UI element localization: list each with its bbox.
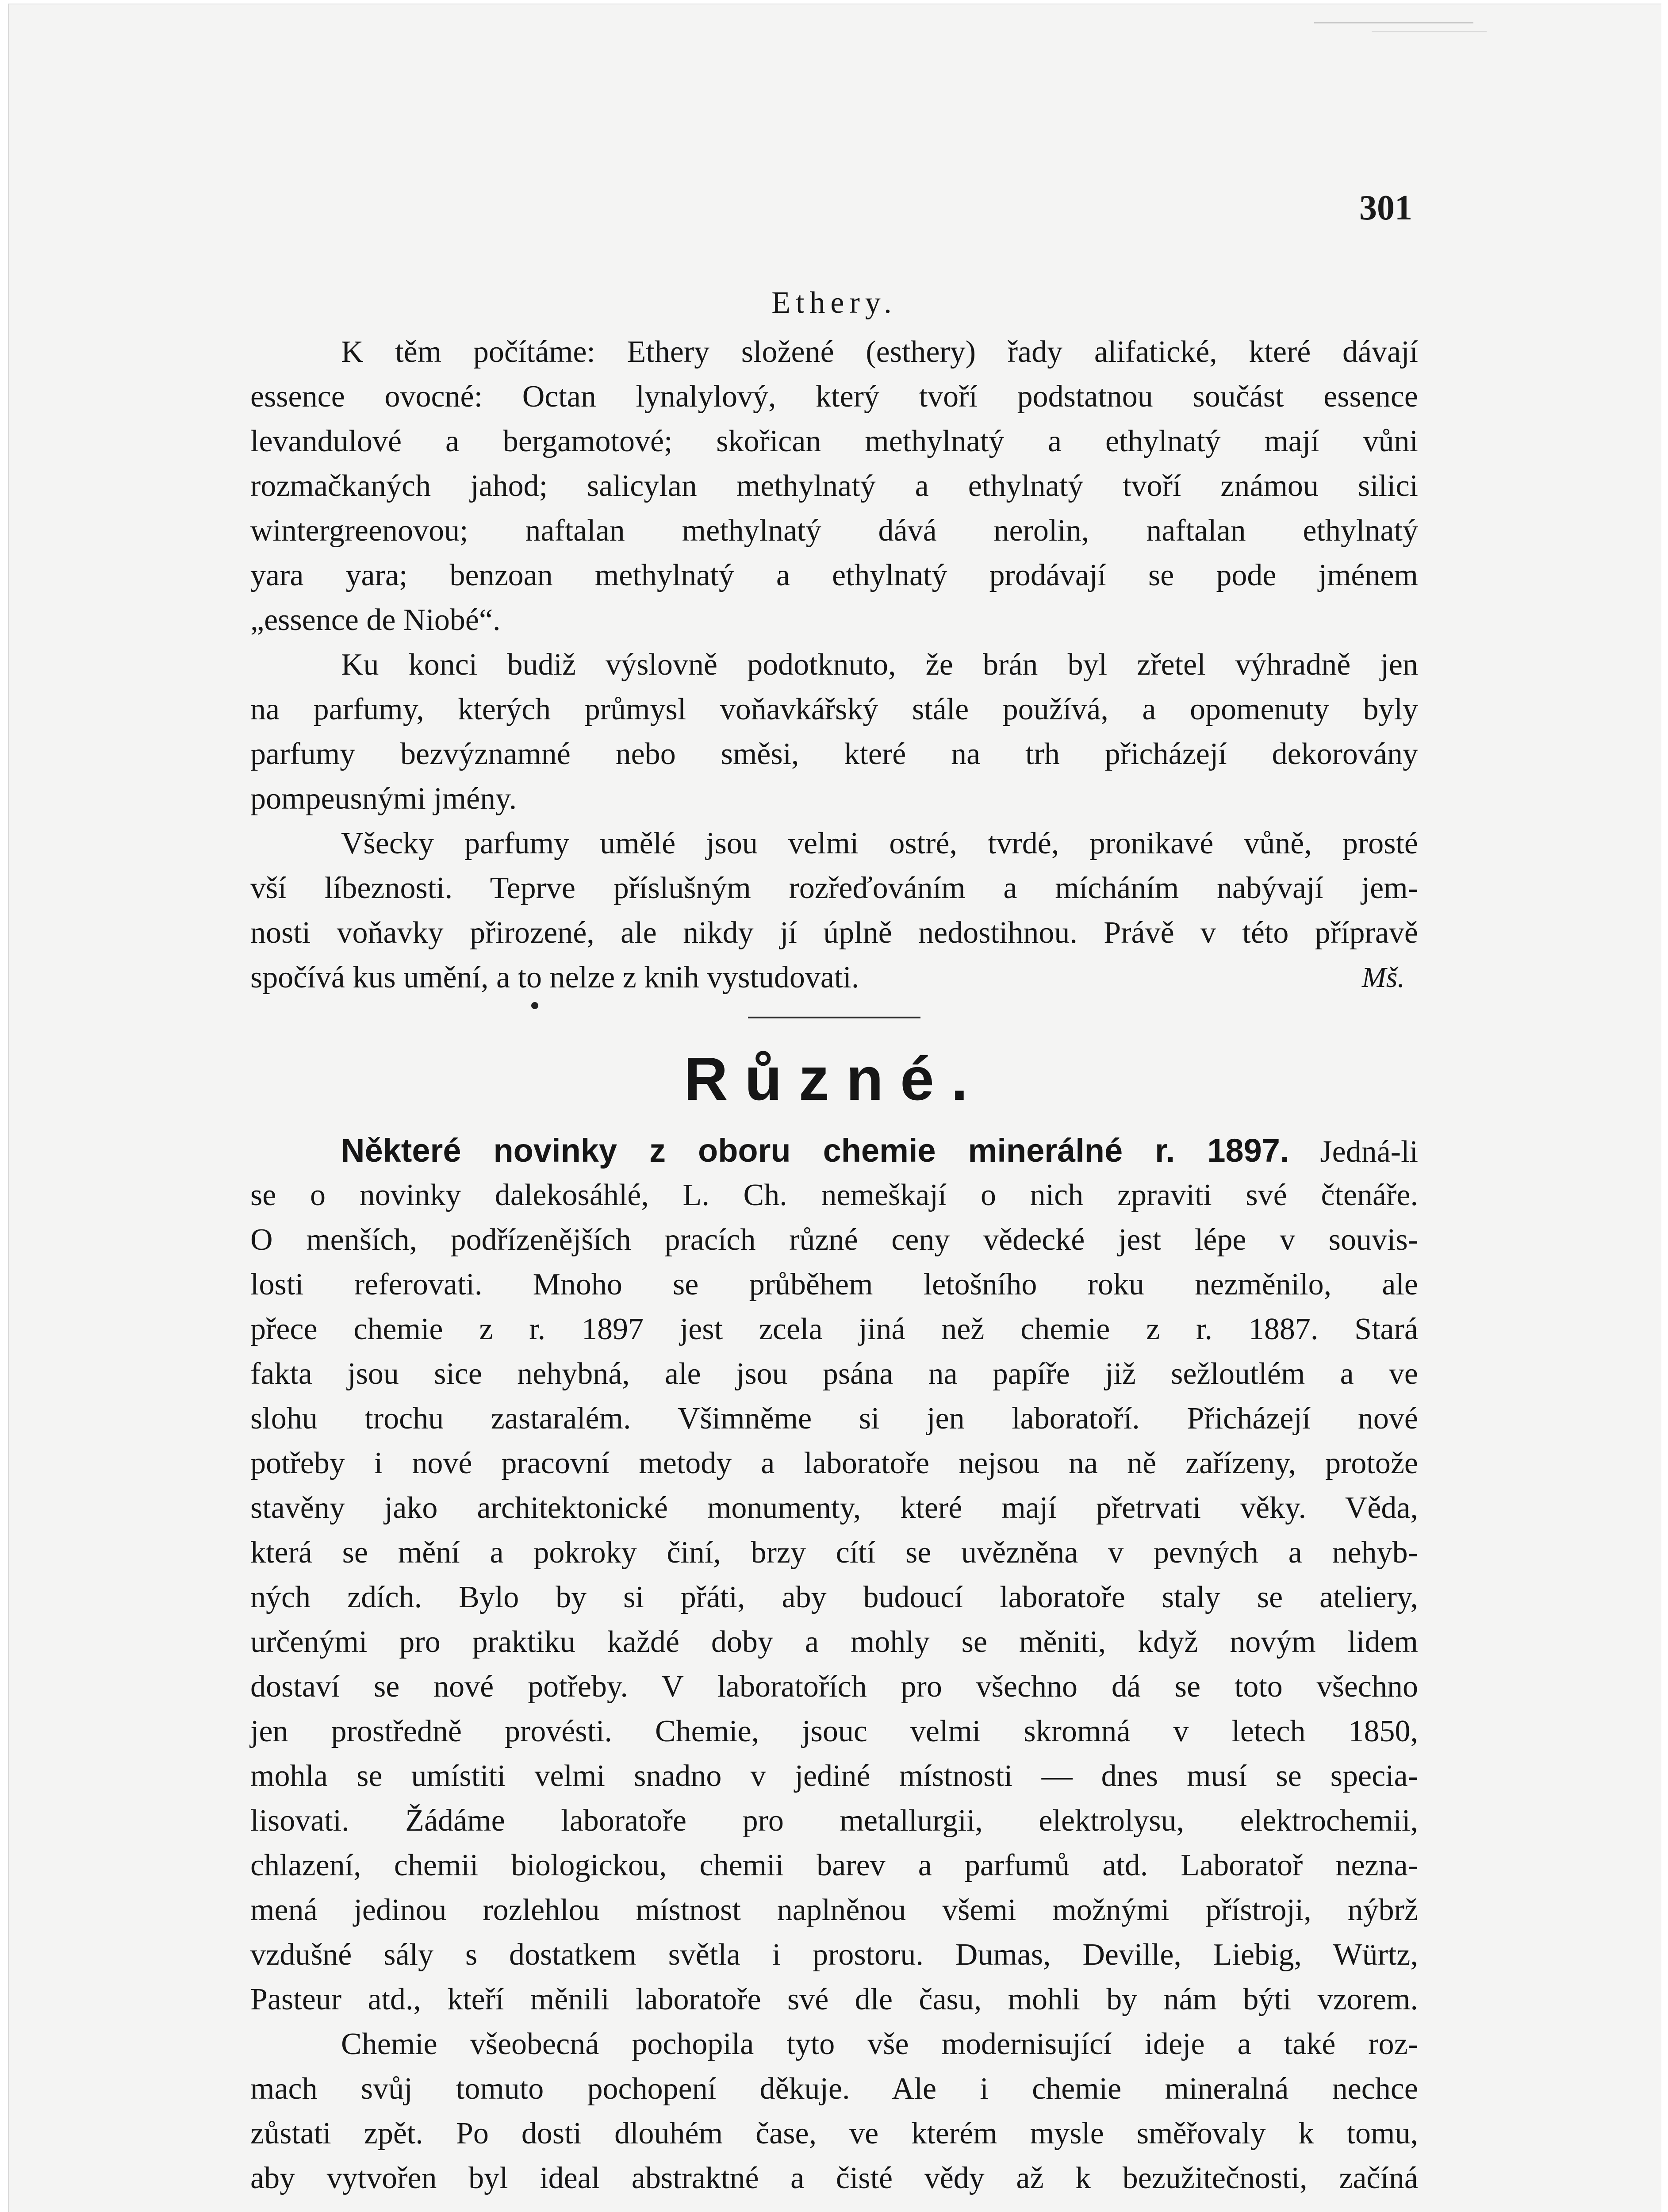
text-line: essence ovocné: Octan lynalylový, který tvoří podstatnou součást essence <box>250 380 1418 414</box>
text-line: jen prostředně provésti. Chemie, jsouc velmi skromná v letech 1850, <box>250 1714 1418 1748</box>
text-line: vzdušné sály s dostatkem světla i prostoru. Dumas, Deville, Liebig, Würtz, <box>250 1938 1418 1972</box>
text-line: Chemie všeobecná pochopila tyto vše modernisující ideje a také roz- <box>341 2027 1418 2061</box>
text-line: O menších, podřízenějších pracích různé ceny vědecké jest lépe v souvis- <box>250 1223 1418 1257</box>
text-line: mach svůj tomuto pochopení děkuje. Ale i chemie mineralná nechce <box>250 2072 1418 2106</box>
text-line: pompeusnými jmény. <box>250 782 517 816</box>
article-first-line <box>250 1128 1418 1173</box>
text-line: spočívá kus umění, a to nelze z knih vystudovati. <box>250 960 859 995</box>
text-line: potřeby i nové pracovní metody a laboratoře nejsou na ně zařízeny, protože <box>250 1446 1418 1480</box>
article-heading: Některé novinky z oboru chemie minerálné r. 1897. <box>341 1132 1289 1169</box>
section-title-ruzne: Různé. <box>683 1045 985 1113</box>
text-line: vší líbeznosti. Teprve příslušným rozřeďováním a mícháním nabývají jem- <box>250 871 1418 905</box>
text-line: ných zdích. Bylo by si přáti, aby budoucí laboratoře staly se ateliery, <box>250 1580 1418 1614</box>
text-line: lisovati. Žádáme laboratoře pro metallurgii, elektrolysu, elektrochemii, <box>250 1804 1418 1838</box>
text-line: Pasteur atd., kteří měnili laboratoře své dle času, mohli by nám býti vzorem. <box>250 1982 1418 2016</box>
text-line: aby vytvořen byl ideal abstraktné a čisté vědy až k bezužitečnosti, začíná <box>250 2161 1418 2195</box>
text-line: přece chemie z r. 1897 jest zcela jiná než chemie z r. 1887. Stará <box>250 1312 1418 1346</box>
text-line: Ku konci budiž výslovně podotknuto, že brán byl zřetel výhradně jen <box>341 648 1418 682</box>
stray-dot-mark <box>531 1002 538 1009</box>
text-line: která se mění a pokroky činí, brzy cítí se uvězněna v pevných a nehyb- <box>250 1536 1418 1570</box>
text-line: Všecky parfumy umělé jsou velmi ostré, tvrdé, pronikavé vůně, prosté <box>341 826 1418 860</box>
scanned-page <box>8 4 1661 2212</box>
text-line: „essence de Niobé“. <box>250 603 501 637</box>
text-line: levandulové a bergamotové; skořican methylnatý a ethylnatý mají vůni <box>250 424 1418 458</box>
text-line: Jedná-li <box>1320 1135 1418 1169</box>
text-line: nosti voňavky přirozené, ale nikdy jí úplně nedostihnou. Právě v této přípravě <box>250 916 1418 950</box>
page-number: 301 <box>1359 188 1412 227</box>
text-line: losti referovati. Mnoho se průběhem letošního roku nezměnilo, ale <box>250 1267 1418 1302</box>
section-divider-rule <box>748 1017 920 1018</box>
text-line: K těm počítáme: Ethery složené (esthery) řady alifatické, které dávají <box>341 335 1418 369</box>
text-line: rozmačkaných jahod; salicylan methylnatý a ethylnatý tvoří známou silici <box>250 469 1418 503</box>
ruzne-text-block <box>250 1128 1418 2200</box>
ethery-text-block <box>250 330 1418 1000</box>
text-line: stavěny jako architektonické monumenty, které mají přetrvati věky. Věda, <box>250 1491 1418 1525</box>
text-line: wintergreenovou; naftalan methylnatý dává nerolin, naftalan ethylnatý <box>250 514 1418 548</box>
section-heading-ethery: Ethery. <box>771 286 897 320</box>
author-signature: Mš. <box>1361 961 1405 994</box>
text-line: fakta jsou sice nehybná, ale jsou psána na papíře již sežloutlém a ve <box>250 1357 1418 1391</box>
text-line: na parfumy, kterých průmysl voňavkářský stále používá, a opomenuty byly <box>250 692 1418 726</box>
text-line: yara yara; benzoan methylnatý a ethylnatý prodávají se pode jménem <box>250 558 1418 592</box>
text-line: chlazení, chemii biologickou, chemii barev a parfumů atd. Laboratoř nezna- <box>250 1848 1418 1882</box>
text-line: mohla se umístiti velmi snadno v jediné místnosti — dnes musí se specia- <box>250 1759 1418 1793</box>
text-line: parfumy bezvýznamné nebo směsi, které na trh přicházejí dekorovány <box>250 737 1418 771</box>
text-line: zůstati zpět. Po dosti dlouhém čase, ve kterém mysle směřovaly k tomu, <box>250 2116 1418 2151</box>
scan-edge-mark <box>1314 22 1473 23</box>
text-line: dostaví se nové potřeby. V laboratořích pro všechno dá se toto všechno <box>250 1670 1418 1704</box>
text-line: se o novinky dalekosáhlé, L. Ch. nemeškají o nich zpraviti své čtenáře. <box>250 1178 1418 1212</box>
scan-edge-mark <box>1372 31 1487 32</box>
text-line-with-signature <box>250 955 1418 1000</box>
text-line: mená jedinou rozlehlou místnost naplněnou všemi možnými přístroji, nýbrž <box>250 1893 1418 1927</box>
text-line: slohu trochu zastaralém. Všimněme si jen laboratoří. Přicházejí nové <box>250 1402 1418 1436</box>
text-line: určenými pro praktiku každé doby a mohly se měniti, když novým lidem <box>250 1625 1418 1659</box>
